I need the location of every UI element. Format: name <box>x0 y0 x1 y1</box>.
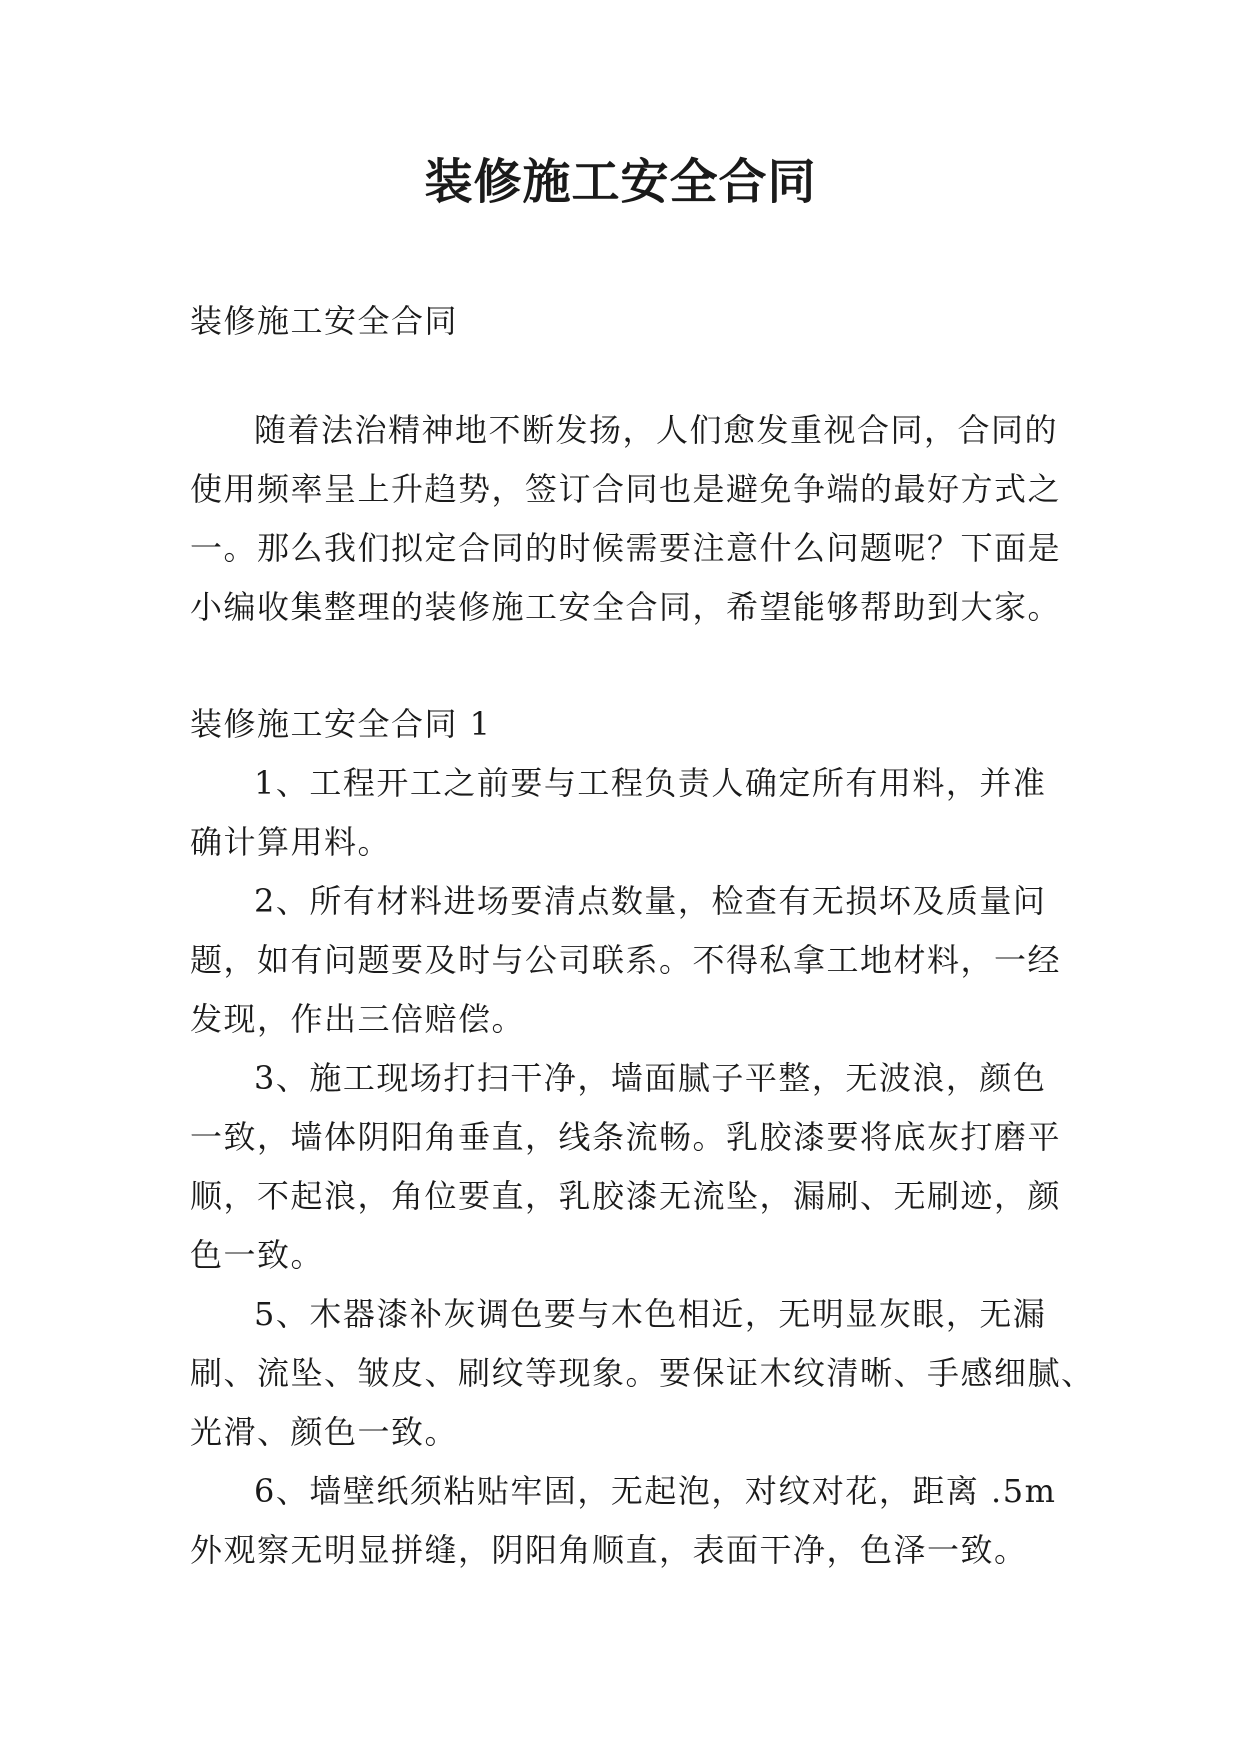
intro-line: 小编收集整理的装修施工安全合同，希望能够帮助到大家。 <box>190 588 1062 626</box>
clause-line: 6、墙壁纸须粘贴牢固，无起泡，对纹对花，距离 .5m <box>254 1472 1057 1510</box>
clause-line: 光滑、颜色一致。 <box>190 1413 459 1451</box>
clause-line: 3、施工现场打扫干净，墙面腻子平整，无波浪，颜色 <box>254 1059 1047 1097</box>
intro-paragraph <box>190 401 1070 637</box>
clause-line: 1、工程开工之前要与工程负责人确定所有用料，并准 <box>254 764 1047 802</box>
section-heading: 装修施工安全合同 1 <box>190 705 492 743</box>
clause-5 <box>190 1285 1095 1462</box>
clause-3 <box>190 1049 1070 1285</box>
clause-1 <box>190 754 1070 872</box>
clause-line: 题，如有问题要及时与公司联系。不得私拿工地材料，一经 <box>190 941 1062 979</box>
clause-2 <box>190 872 1070 1049</box>
clause-line: 发现，作出三倍赔偿。 <box>190 1000 526 1038</box>
clause-line: 一致，墙体阴阳角垂直，线条流畅。乳胶漆要将底灰打磨平 <box>190 1118 1062 1156</box>
document-subtitle: 装修施工安全合同 <box>190 302 459 340</box>
intro-line: 使用频率呈上升趋势，签订合同也是避免争端的最好方式之 <box>190 470 1062 508</box>
clause-line: 顺，不起浪，角位要直，乳胶漆无流坠，漏刷、无刷迹，颜 <box>190 1177 1062 1215</box>
clause-line: 刷、流坠、皱皮、刷纹等现象。要保证木纹清晰、手感细腻、 <box>190 1354 1095 1392</box>
clause-line: 5、木器漆补灰调色要与木色相近，无明显灰眼，无漏 <box>254 1295 1047 1333</box>
document-body <box>190 292 1095 1580</box>
intro-line: 随着法治精神地不断发扬，人们愈发重视合同，合同的 <box>254 411 1059 449</box>
clause-line: 色一致。 <box>190 1236 325 1274</box>
clause-6 <box>190 1462 1070 1580</box>
clause-line: 外观察无明显拼缝，阴阳角顺直，表面干净，色泽一致。 <box>190 1531 1028 1569</box>
intro-line: 一。那么我们拟定合同的时候需要注意什么问题呢？下面是 <box>190 529 1062 567</box>
clause-line: 确计算用料。 <box>190 823 392 861</box>
document-title: 装修施工安全合同 <box>424 154 817 210</box>
clause-line: 2、所有材料进场要清点数量，检查有无损坏及质量问 <box>254 882 1047 920</box>
